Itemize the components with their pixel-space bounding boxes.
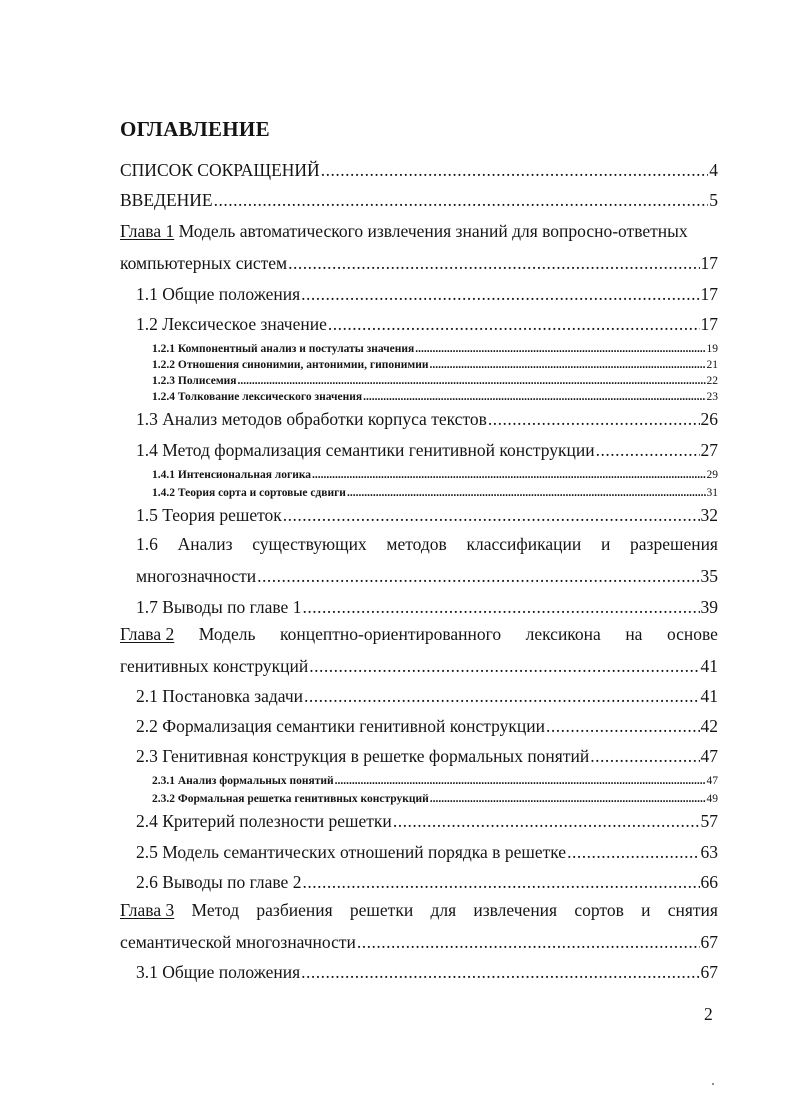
toc-entry-1-7[interactable] (136, 594, 718, 618)
toc-page-number: 17 (700, 284, 718, 304)
toc-page-number: 21 (706, 359, 718, 371)
toc-page-number: 49 (706, 793, 718, 805)
toc-entry-3-1[interactable] (136, 959, 718, 983)
toc-entry-1-2-3[interactable] (152, 373, 718, 388)
toc-chapter-3-line1[interactable] (120, 899, 718, 923)
toc-entry-label: 2.3.1 Анализ формальных понятий (152, 775, 334, 787)
toc-word: 1.6 (136, 534, 158, 554)
toc-entry-2-1[interactable] (136, 683, 718, 707)
leader-dots (302, 596, 699, 618)
toc-entry-2-3-2[interactable] (152, 791, 718, 806)
toc-word: Анализ (177, 534, 233, 554)
toc-entry-label: 1.1 Общие положения (136, 284, 301, 304)
leader-dots (393, 810, 700, 832)
leader-dots (301, 961, 699, 983)
toc-entry-1-2-2[interactable] (152, 357, 718, 372)
leader-dots (590, 745, 699, 767)
toc-word: основе (666, 624, 718, 644)
leader-dots (288, 252, 699, 274)
toc-page-number: 35 (700, 566, 718, 586)
toc-page-number: 26 (700, 409, 718, 429)
toc-entry-1-1[interactable] (136, 281, 718, 305)
leader-dots (309, 655, 699, 677)
toc-page-number: 67 (700, 932, 718, 952)
toc-chapter-1-line2[interactable] (120, 250, 718, 274)
leader-dots (363, 391, 705, 404)
toc-page-number: 67 (700, 962, 718, 982)
toc-word: решетки (349, 900, 414, 920)
toc-word: разбиения (256, 900, 333, 920)
leader-dots (347, 487, 706, 500)
toc-entry-label: 2.3.2 Формальная решетка генитивных конструкций (152, 793, 429, 805)
toc-entry-label: семантической многозначности (120, 932, 356, 952)
leader-dots (488, 408, 700, 430)
leader-dots (335, 775, 706, 788)
toc-entry-1-2-4[interactable] (152, 389, 718, 404)
toc-entry-1-6-line1[interactable] (136, 533, 718, 557)
toc-entry-label: 1.2.3 Полисемия (152, 375, 237, 387)
toc-entry-introduction[interactable] (120, 187, 718, 211)
toc-word: и (641, 900, 651, 920)
toc-entry-label: 1.2 Лексическое значение (136, 314, 327, 334)
toc-word: сортов (574, 900, 624, 920)
toc-word: разрешения (630, 534, 718, 554)
toc-word: Модель (198, 624, 256, 644)
toc-entry-2-2[interactable] (136, 713, 718, 737)
toc-page-number: 23 (706, 391, 718, 403)
toc-entry-label: 1.7 Выводы по главе 1 (136, 597, 302, 617)
toc-page-number: 42 (700, 716, 718, 736)
leader-dots (257, 565, 699, 587)
toc-page-number: 17 (700, 253, 718, 273)
toc-entry-label: 2.2 Формализация семантики генитивной конструкции (136, 716, 546, 736)
chapter-label: Глава 1 Модель автоматического извлечения знаний для вопросно-ответных (120, 221, 688, 241)
toc-word: Метод (191, 900, 240, 920)
toc-entry-2-3[interactable] (136, 743, 718, 767)
toc-title: ОГЛАВЛЕНИЕ (120, 117, 270, 141)
page-number: 2 (704, 1004, 713, 1024)
toc-entry-label: генитивных конструкций (120, 656, 309, 676)
toc-entry-label: ВВЕДЕНИЕ (120, 190, 213, 210)
toc-entry-2-4[interactable] (136, 808, 718, 832)
toc-entry-1-4-2[interactable] (152, 485, 718, 500)
toc-page-number: 5 (709, 190, 718, 210)
leader-dots (546, 715, 699, 737)
leader-dots (321, 159, 709, 181)
toc-chapter-3-line2[interactable] (120, 929, 718, 953)
toc-page-number: 22 (706, 375, 718, 387)
leader-dots (312, 469, 705, 482)
toc-word: методов (386, 534, 447, 554)
toc-entry-label: многозначности (136, 566, 257, 586)
chapter-label: Глава 2 (120, 624, 175, 644)
leader-dots (596, 439, 700, 461)
toc-word: на (625, 624, 643, 644)
toc-entry-2-6[interactable] (136, 869, 718, 893)
leader-dots (567, 841, 699, 863)
toc-word: и (600, 534, 611, 554)
leader-dots (429, 359, 705, 372)
toc-entry-label: 1.4.1 Интенсиональная логика (152, 469, 312, 481)
toc-page-number: 17 (700, 314, 718, 334)
toc-entry-label: 1.2.2 Отношения синонимии, антонимии, гипонимии (152, 359, 429, 371)
chapter-label: Глава 3 (120, 900, 175, 920)
toc-word: лексикона (525, 624, 601, 644)
toc-entry-label: 2.4 Критерий полезности решетки (136, 811, 392, 831)
leader-dots (214, 189, 709, 211)
leader-dots (357, 931, 700, 953)
toc-word: классификации (466, 534, 582, 554)
toc-page-number: 27 (700, 440, 718, 460)
toc-page-number: 32 (700, 505, 718, 525)
leader-dots (328, 313, 700, 335)
toc-entry-2-5[interactable] (136, 839, 718, 863)
toc-entry-label: СПИСОК СОКРАЩЕНИЙ (120, 160, 320, 180)
leader-dots (302, 871, 699, 893)
toc-entry-1-5[interactable] (136, 502, 718, 526)
leader-dots (283, 504, 700, 526)
toc-page-number: 29 (706, 469, 718, 481)
leader-dots (415, 343, 705, 356)
toc-chapter-2-line1[interactable] (120, 623, 718, 647)
toc-entry-label: 2.3 Генитивная конструкция в решетке формальных понятий (136, 746, 590, 766)
toc-page-number: 41 (700, 686, 718, 706)
toc-word: для (430, 900, 457, 920)
leader-dots (430, 793, 706, 806)
toc-entry-1-2[interactable] (136, 311, 718, 335)
toc-page-number: 57 (700, 811, 718, 831)
toc-word: концептно-ориентированного (280, 624, 502, 644)
toc-page-number: 31 (706, 487, 718, 499)
toc-entry-1-4[interactable] (136, 437, 718, 461)
toc-page-number: 41 (700, 656, 718, 676)
leader-dots (304, 685, 699, 707)
toc-chapter-1-line1[interactable] (120, 218, 718, 242)
toc-page-number: 47 (706, 775, 718, 787)
toc-entry-abbreviations[interactable] (120, 157, 718, 181)
toc-entry-1-3[interactable] (136, 406, 718, 430)
toc-entry-label: 1.4 Метод формализация семантики генитивной конструкции (136, 440, 595, 460)
toc-entry-label: 2.1 Постановка задачи (136, 686, 304, 706)
toc-page-number: 66 (700, 872, 718, 892)
scan-speck (712, 1083, 714, 1085)
toc-chapter-2-line2[interactable] (120, 653, 718, 677)
toc-word: существующих (252, 534, 367, 554)
toc-page-number: 47 (700, 746, 718, 766)
toc-entry-label: 3.1 Общие положения (136, 962, 301, 982)
toc-page-number: 39 (700, 597, 718, 617)
toc-entry-label: компьютерных систем (120, 253, 288, 273)
toc-entry-1-6-line2[interactable] (136, 563, 718, 587)
toc-entry-1-2-1[interactable] (152, 341, 718, 356)
toc-entry-label: 1.2.1 Компонентный анализ и постулаты значения (152, 343, 415, 355)
toc-entry-label: 1.2.4 Толкование лексического значения (152, 391, 363, 403)
toc-entry-label: 1.5 Теория решеток (136, 505, 282, 525)
toc-page-number: 4 (709, 160, 718, 180)
toc-entry-label: 1.3 Анализ методов обработки корпуса текстов (136, 409, 487, 429)
toc-entry-label: 2.5 Модель семантических отношений порядка в решетке (136, 842, 567, 862)
toc-entry-label: 2.6 Выводы по главе 2 (136, 872, 302, 892)
toc-entry-label: 1.4.2 Теория сорта и сортовые сдвиги (152, 487, 346, 499)
toc-page-number: 19 (706, 343, 718, 355)
toc-entry-1-4-1[interactable] (152, 467, 718, 482)
leader-dots (238, 375, 706, 388)
toc-word: извлечения (473, 900, 558, 920)
toc-page-number: 63 (700, 842, 718, 862)
toc-word: снятия (667, 900, 718, 920)
toc-entry-2-3-1[interactable] (152, 773, 718, 788)
leader-dots (301, 283, 699, 305)
